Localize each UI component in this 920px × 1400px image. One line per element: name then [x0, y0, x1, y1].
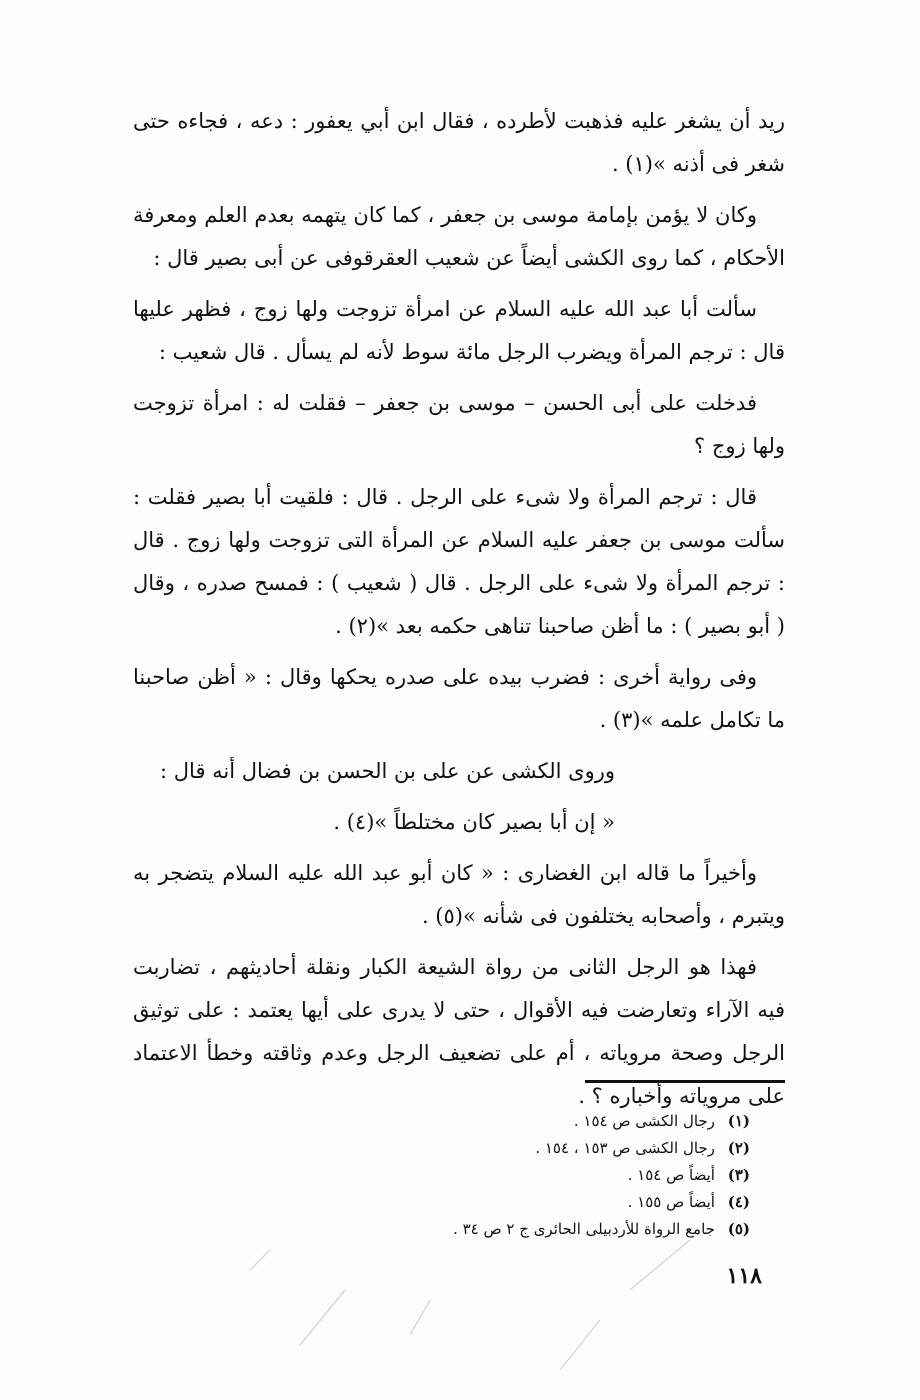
paragraph-4: فدخلت على أبى الحسن – موسى بن جعفر – فقلت له : امرأة تزوجت ولها زوج ؟	[133, 391, 785, 458]
page-number: ١١٨	[726, 1263, 762, 1289]
footnote-text: رجال الكشى ص ١٥٣ ، ١٥٤ .	[535, 1139, 715, 1157]
footnote-text: أيضاً ص ١٥٥ .	[627, 1193, 715, 1211]
main-text	[133, 100, 785, 1126]
footnote-text: رجال الكشى ص ١٥٤ .	[573, 1112, 715, 1130]
paragraph-8: « إن أبا بصير كان مختلطاً »(٤) .	[333, 810, 615, 834]
paragraph-1: ريد أن يشغر عليه فذهبت لأطرده ، فقال ابن أبي يعفور : دعه ، فجاءه حتى شغر فى أذنه »(١) .	[133, 109, 785, 176]
footnote-2	[230, 1135, 750, 1162]
paragraph-5: قال : ترجم المرأة ولا شىء على الرجل . قال : فلقيت أبا بصير فقلت : سألت موسى بن جعفر عليه السلام عن المرأة التى تزوجت ولها زوج . قال : ترجم المرأة ولا شىء على الرجل . قال ( شعيب ) : فمسح صدره ، وقال ( أبو بصير ) : ما أظن صاحبنا تناهى حكمه بعد »(٢) .	[133, 485, 785, 638]
paragraph-7: وروى الكشى عن على بن الحسن بن فضال أنه قال :	[160, 759, 615, 783]
paragraph-2: وكان لا يؤمن بإمامة موسى بن جعفر ، كما كان يتهمه بعدم العلم ومعرفة الأحكام ، كما روى الكشى أيضاً عن شعيب العقرقوفى عن أبى بصير قال :	[133, 203, 785, 270]
paragraph-9: وأخيراً ما قاله ابن الغضارى : « كان أبو عبد الله عليه السلام يتضجر به ويتبرم ، وأصحابه يختلفون فى شأنه »(٥) .	[133, 861, 785, 928]
paragraph-6: وفى رواية أخرى : فضرب بيده على صدره يحكها وقال : « أظن صاحبنا ما تكامل علمه »(٣) .	[133, 665, 785, 732]
footnote-4	[230, 1189, 750, 1216]
footnote-number: (٣)	[727, 1166, 750, 1184]
paragraph-10: فهذا هو الرجل الثانى من رواة الشيعة الكبار ونقلة أحاديثهم ، تضاربت فيه الآراء وتعارضت فيه الأقوال ، حتى لا يدرى على أيها يعتمد : على توثيق الرجل وصحة مروياته ، أم على تضعيف الرجل وعدم وثاقته وخطأ الاعتماد على مروياته وأخباره ؟ .	[133, 955, 785, 1108]
footnote-number: (٤)	[727, 1193, 750, 1211]
footnote-number: (٢)	[727, 1139, 750, 1157]
footnote-1	[230, 1108, 750, 1135]
footnote-number: (٥)	[727, 1220, 750, 1238]
footnote-separator	[585, 1080, 785, 1083]
paragraph-3: سألت أبا عبد الله عليه السلام عن امرأة تزوجت ولها زوج ، فظهر عليها قال : ترجم المرأة ويضرب الرجل مائة سوط لأنه لم يسأل . قال شعيب :	[133, 297, 785, 364]
footnote-3	[230, 1162, 750, 1189]
footnote-5	[230, 1216, 750, 1243]
footnote-text: جامع الرواة للأردبيلى الحائرى ج ٢ ص ٣٤ .	[453, 1220, 715, 1238]
footnotes	[230, 1108, 750, 1243]
footnote-number: (١)	[727, 1112, 750, 1130]
footnote-text: أيضاً ص ١٥٤ .	[627, 1166, 715, 1184]
